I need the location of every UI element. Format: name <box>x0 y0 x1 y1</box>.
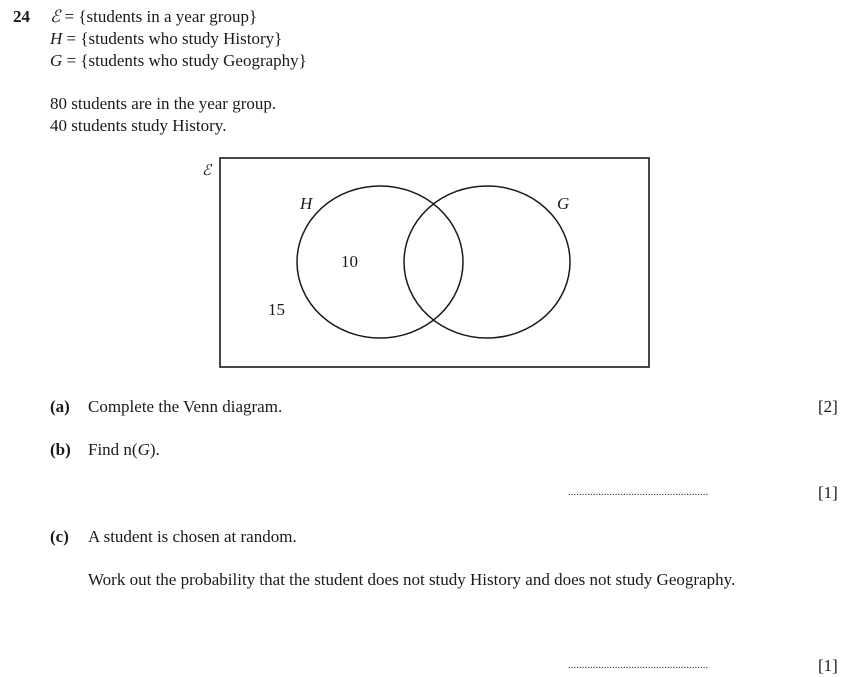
part-c-instruction: Work out the probability that the student does not study History and does not study Geography. <box>88 570 736 589</box>
outside-value: 15 <box>268 300 285 319</box>
part-c-answer-line[interactable]: ................................................... <box>568 659 709 671</box>
definition-universal-text: = {students in a year group} <box>64 7 258 26</box>
info-history-students: 40 students study History. <box>50 116 227 135</box>
part-c-label: (c) <box>50 527 69 546</box>
universal-set-symbol: ℰ <box>202 161 212 179</box>
universal-set-rectangle <box>220 158 649 367</box>
set-g-circle <box>404 186 570 338</box>
part-b-question <box>88 439 160 461</box>
part-b-marks: [1] <box>818 483 838 502</box>
set-h-circle <box>297 186 463 338</box>
part-b-label: (b) <box>50 440 71 459</box>
part-a-marks: [2] <box>818 397 838 416</box>
part-b-text-before: Find n( <box>88 440 138 459</box>
part-c <box>50 526 297 548</box>
part-a <box>50 396 283 418</box>
part-c-marks: [1] <box>818 656 838 675</box>
part-b-set-symbol: G <box>137 440 150 459</box>
set-h-label: H <box>300 194 313 213</box>
part-a-text: Complete the Venn diagram. <box>88 397 283 416</box>
part-b <box>50 439 160 461</box>
part-b-answer-line[interactable]: ................................................... <box>568 486 709 498</box>
part-a-label: (a) <box>50 397 70 416</box>
universal-symbol: ℰ <box>50 7 61 27</box>
question-number: 24 <box>13 7 30 26</box>
definition-geography-text: = {students who study Geography} <box>66 51 307 70</box>
geography-symbol: G <box>50 51 63 70</box>
info-total-students: 80 students are in the year group. <box>50 94 277 113</box>
set-g-label: G <box>557 194 570 213</box>
part-c-text: A student is chosen at random. <box>88 527 297 546</box>
definition-history-text: = {students who study History} <box>66 29 283 48</box>
part-b-text-after: ). <box>149 440 160 459</box>
history-symbol: H <box>50 29 63 48</box>
h-only-value: 10 <box>341 252 358 271</box>
